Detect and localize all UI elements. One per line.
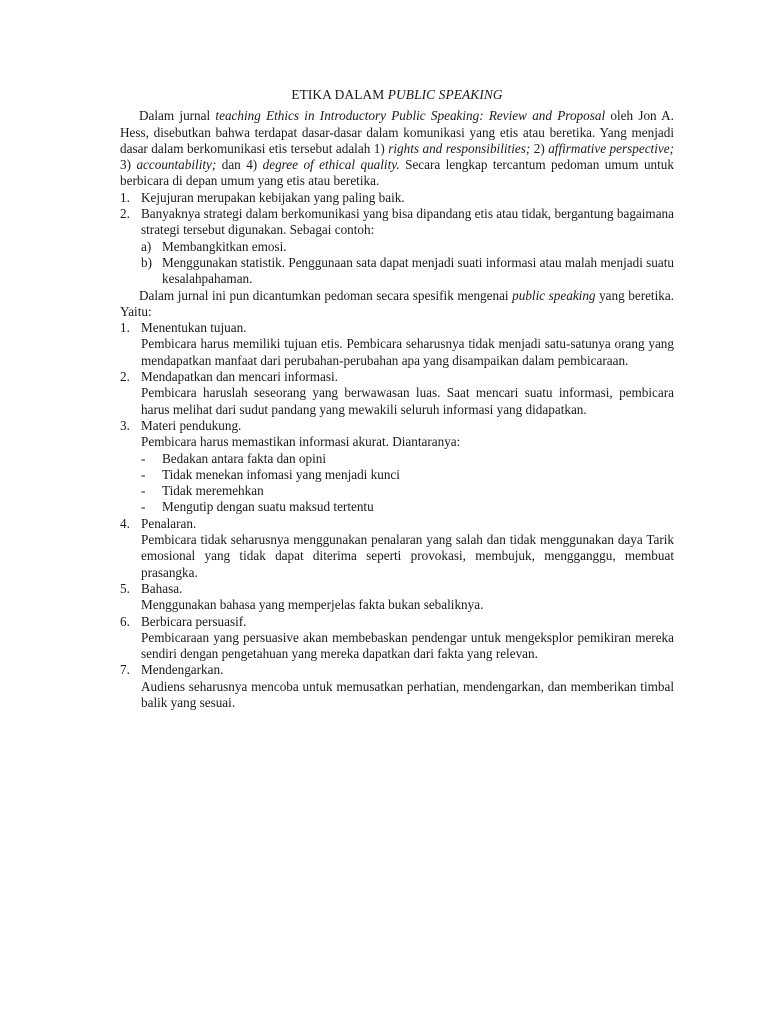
- example-sublist: [141, 239, 674, 288]
- list-item: 6. Berbicara persuasif. Pembicaraan yang persuasive akan membebaskan pendengar untuk mengeksplor pemikiran mereka sendiri dengan pengetahuan yang mereka dapatkan dari fakta yang relevan.: [120, 613, 674, 662]
- sublist-item: b) Menggunakan statistik. Penggunaan sata dapat menjadi suati informasi atau malah menjadi suatu kesalahpahaman.: [141, 254, 674, 287]
- list-item: 2. Banyaknya strategi dalam berkomunikasi yang bisa dipandang etis atau tidak, bergantung bagaimana strategi tersebut digunakan. Sebagai contoh: a) Membangkitkan emosi. b) Menggunakan statistik. Penggunaan sata dapat menjadi suati informasi atau malah menjadi suatu kesalahpahaman.: [120, 206, 674, 287]
- sublist-item: a) Membangkitkan emosi.: [141, 238, 287, 254]
- guidelines-list: [120, 320, 674, 711]
- principles-list: [120, 190, 674, 288]
- title-text: ETIKA DALAM: [291, 87, 388, 102]
- list-item: 5. Bahasa. Menggunakan bahasa yang memperjelas fakta bukan sebaliknya.: [120, 580, 484, 613]
- sublist-item: - Bedakan antara fakta dan opini: [141, 450, 327, 466]
- intro-paragraph: Dalam jurnal teaching Ethics in Introductory Public Speaking: Review and Proposal oleh Jon A. Hess, disebutkan bahwa terdapat dasar-dasar dalam komunikasi yang etis atau beretika. Yang menjadi dasar dalam berkomunikasi etis tersebut adalah 1) rights and responsibilities; 2) affirmative perspective; 3) accountability; dan 4) degree of ethical quality. Secara lengkap tercantum pedoman umum untuk berbicara di depan umum yang etis atau beretika.: [120, 108, 674, 189]
- list-item: 2. Mendapatkan dan mencari informasi. Pembicara haruslah seseorang yang berwawasan luas. Saat mencari suatu informasi, pembicara harus melihat dari sudut pandang yang mewakili seluruh informasi yang didapatkan.: [120, 369, 674, 417]
- dash-sublist: [141, 451, 674, 516]
- sublist-item: - Mengutip dengan suatu maksud tertentu: [141, 499, 374, 515]
- list-item: 7. Mendengarkan. Audiens seharusnya mencoba untuk memusatkan perhatian, mendengarkan, dan memberikan timbal balik yang sesuai.: [120, 662, 674, 710]
- second-paragraph: Dalam jurnal ini pun dicantumkan pedoman secara spesifik mengenai public speaking yang beretika. Yaitu:: [120, 287, 675, 319]
- list-item: 1. Kejujuran merupakan kebijakan yang paling baik.: [120, 189, 405, 205]
- sublist-item: - Tidak menekan infomasi yang menjadi kunci: [141, 466, 400, 482]
- list-item: 3. Materi pendukung. Pembicara harus memastikan informasi akurat. Diantaranya: - Bedakan antara fakta dan opini - Tidak menekan infomasi yang menjadi kunci - Tidak meremehkan - Mengutip dengan suatu maksud tertentu: [120, 418, 674, 516]
- title-italic-text: PUBLIC SPEAKING: [387, 87, 503, 102]
- list-item: 4. Penalaran. Pembicara tidak seharusnya menggunakan penalaran yang salah dan tidak menggunakan daya Tarik emosional yang tidak dapat diterima seperti provokasi, membujuk, mengganggu, membuat prasangka.: [120, 515, 674, 580]
- sublist-item: - Tidak meremehkan: [141, 483, 264, 499]
- page-title: [120, 87, 674, 103]
- document-body: [120, 87, 674, 711]
- list-item: 1. Menentukan tujuan. Pembicara harus memiliki tujuan etis. Pembicara seharusnya tidak menjadi satu-satunya orang yang mendapatkan manfaat dari perubahan-perubahan apa yang disampaikan dalam pembicaraan.: [120, 320, 674, 368]
